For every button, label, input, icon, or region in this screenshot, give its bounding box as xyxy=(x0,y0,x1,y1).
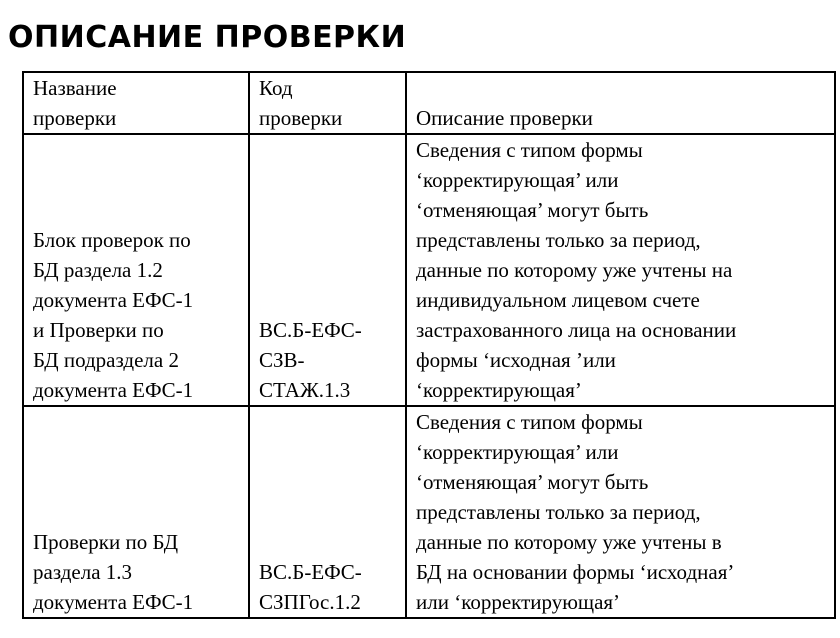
header-check-code: Код проверки xyxy=(249,72,406,134)
check-code-cell: ВС.Б-ЕФС- СЗПГос.1.2 xyxy=(249,406,406,618)
check-code-cell: ВС.Б-ЕФС- СЗВ- СТАЖ.1.3 xyxy=(249,134,406,406)
header-check-name: Название проверки xyxy=(23,72,249,134)
table-row xyxy=(23,134,835,406)
table-header-row xyxy=(23,72,835,134)
check-name-cell: Проверки по БД раздела 1.3 документа ЕФС-1 xyxy=(23,406,249,618)
check-description-table xyxy=(22,71,836,619)
check-description-cell: Сведения с типом формы ‘корректирующая’ или ‘отменяющая’ могут быть представлены только за период, данные по которому уже учтены на индивидуальном лицевом счете застрахованного лица на основании формы ‘исходная ’или ‘корректирующая’ xyxy=(406,134,835,406)
header-check-description: Описание проверки xyxy=(406,72,835,134)
check-name-cell: Блок проверок по БД раздела 1.2 документа ЕФС-1 и Проверки по БД подраздела 2 документа ЕФС-1 xyxy=(23,134,249,406)
table-row xyxy=(23,406,835,618)
check-description-cell: Сведения с типом формы ‘корректирующая’ или ‘отменяющая’ могут быть представлены только за период, данные по которому уже учтены в БД на основании формы ‘исходная’ или ‘корректирующая’ xyxy=(406,406,835,618)
page-title: ОПИСАНИЕ ПРОВЕРКИ xyxy=(8,20,407,55)
